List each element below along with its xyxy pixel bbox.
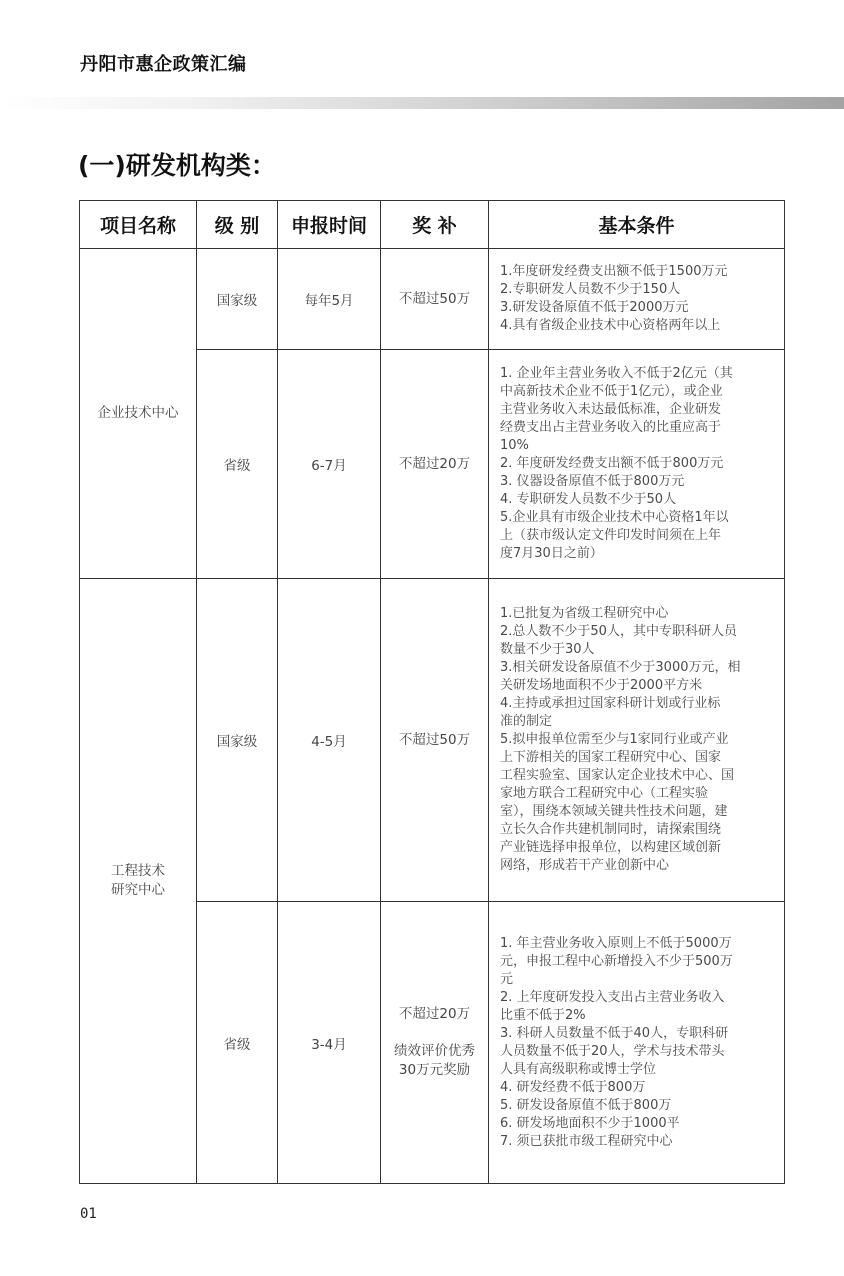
conditions-cell	[489, 249, 785, 350]
condition-line: 2. 上年度研发投入支出占主营业务收入	[500, 989, 725, 1005]
condition-line: 3.相关研发设备原值不少于3000万元，相	[500, 660, 741, 675]
condition-line: 2. 年度研发经费支出额不低于800万元	[500, 456, 724, 471]
award-line: 30万元奖励	[398, 1062, 471, 1078]
award-line: 不超过50万	[398, 290, 471, 307]
condition-line: 2.专职研发人员数不少于150人	[500, 282, 681, 297]
condition-line: 3. 仪器设备原值不低于800万元	[500, 474, 685, 489]
condition-line: 7. 须已获批市级工程研究中心	[500, 1133, 673, 1149]
conditions-cell	[489, 579, 785, 902]
condition-line: 主营业务收入未达最低标准，企业研发	[500, 402, 722, 417]
apply-time-cell: 6-7月	[278, 350, 381, 579]
condition-line: 上下游相关的国家工程研究中心、国家	[500, 750, 722, 765]
project-name-line: 研究中心	[111, 882, 165, 898]
condition-line: 网络，形成若干产业创新中心	[500, 858, 670, 873]
condition-line: 室），围绕本领域关键共性技术问题，建	[500, 804, 728, 819]
condition-line: 家地方联合工程研究中心（工程实验	[500, 786, 709, 801]
award-cell	[381, 350, 489, 579]
condition-line: 准的制定	[500, 714, 553, 729]
condition-line: 元，申报工程中心新增投入不少于500万	[500, 953, 733, 969]
apply-time-cell: 4-5月	[278, 579, 381, 902]
column-header-award: 奖 补	[381, 201, 489, 249]
condition-line: 2.总人数不少于50人，其中专职科研人员	[500, 624, 737, 639]
header-gradient-bar	[0, 97, 844, 109]
condition-line: 中高新技术企业不低于1亿元），或企业	[500, 384, 723, 399]
condition-line: 3.研发设备原值不低于2000万元	[500, 300, 689, 315]
award-line: 不超过20万	[398, 1006, 471, 1022]
condition-line: 人员数量不低于20人，学术与技术带头	[500, 1043, 725, 1059]
project-name-cell	[80, 249, 197, 579]
condition-line: 元	[500, 971, 514, 987]
condition-line: 经费支出占主营业务收入的比重应高于	[500, 420, 722, 435]
condition-line: 1. 年主营业务收入原则上不低于5000万	[500, 935, 732, 951]
section-title: (一)研发机构类：	[78, 151, 276, 180]
award-cell	[381, 249, 489, 350]
condition-line: 3. 科研人员数量不低于40人，专职科研	[500, 1025, 729, 1041]
table-row	[80, 579, 785, 902]
condition-line: 4. 研发经费不低于800万	[500, 1079, 646, 1095]
condition-line: 6. 研发场地面积不少于1000平	[500, 1115, 680, 1131]
condition-line: 10%	[500, 438, 529, 453]
project-name-cell	[80, 579, 197, 1184]
column-header-conditions: 基本条件	[489, 201, 785, 249]
level-cell: 省级	[197, 350, 278, 579]
condition-line: 度7月30日之前）	[500, 546, 603, 561]
policy-table	[79, 200, 785, 1184]
project-name-line: 企业技术中心	[97, 405, 179, 421]
condition-line: 关研发场地面积不少于2000平方米	[500, 678, 703, 693]
award-line: 不超过20万	[398, 455, 471, 472]
table-header-row	[80, 201, 785, 249]
condition-line: 1. 企业年主营业务收入不低于2亿元（其	[500, 366, 733, 381]
award-line: 绩效评价优秀	[394, 1043, 475, 1059]
apply-time-cell: 3-4月	[278, 902, 381, 1184]
project-name-line: 工程技术	[111, 863, 165, 879]
award-line: 不超过50万	[398, 731, 471, 748]
award-spacer	[385, 1024, 484, 1042]
table-row	[80, 249, 785, 350]
award-cell	[381, 902, 489, 1184]
page-number: 01	[80, 1206, 97, 1222]
condition-line: 5.拟申报单位需至少与1家同行业或产业	[500, 732, 729, 747]
condition-line: 5. 研发设备原值不低于800万	[500, 1097, 672, 1113]
conditions-cell	[489, 350, 785, 579]
condition-line: 5.企业具有市级企业技术中心资格1年以	[500, 510, 729, 525]
document-header-title: 丹阳市惠企政策汇编	[80, 54, 247, 75]
column-header-project-name: 项目名称	[80, 201, 197, 249]
condition-line: 数量不少于30人	[500, 642, 595, 657]
apply-time-cell: 每年5月	[278, 249, 381, 350]
column-header-apply-time: 申报时间	[278, 201, 381, 249]
level-cell: 国家级	[197, 579, 278, 902]
condition-line: 产业链选择申报单位，以构建区域创新	[500, 840, 722, 855]
condition-line: 4.主持或承担过国家科研计划或行业标	[500, 696, 721, 711]
level-cell: 国家级	[197, 249, 278, 350]
condition-line: 比重不低于2%	[500, 1007, 586, 1023]
condition-line: 立长久合作共建机制同时，请探索围绕	[500, 822, 722, 837]
condition-line: 1.年度研发经费支出额不低于1500万元	[500, 264, 728, 279]
condition-line: 4.具有省级企业技术中心资格两年以上	[500, 318, 721, 333]
condition-line: 4. 专职研发人员数不少于50人	[500, 492, 677, 507]
conditions-cell	[489, 902, 785, 1184]
award-cell	[381, 579, 489, 902]
condition-line: 工程实验室、国家认定企业技术中心、国	[500, 768, 735, 783]
condition-line: 人具有高级职称或博士学位	[500, 1061, 657, 1077]
condition-line: 上（获市级认定文件印发时间须在上年	[500, 528, 722, 543]
condition-line: 1.已批复为省级工程研究中心	[500, 606, 669, 621]
level-cell: 省级	[197, 902, 278, 1184]
column-header-level: 级 别	[197, 201, 278, 249]
